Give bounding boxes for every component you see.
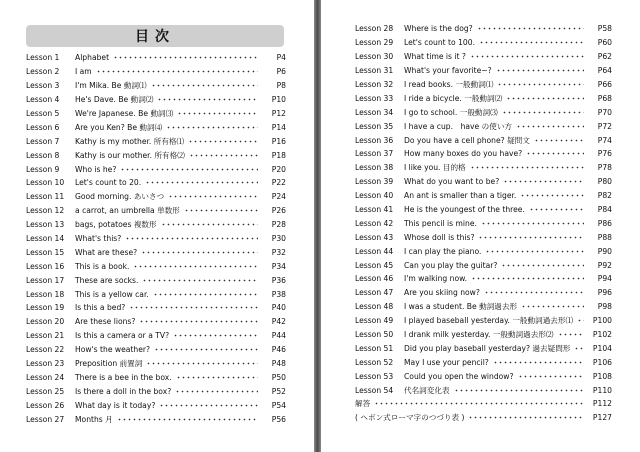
dot-leader xyxy=(502,109,584,116)
toc-entry[interactable] xyxy=(26,176,286,190)
lesson-number: Lesson 4 xyxy=(26,95,60,105)
page-number: P82 xyxy=(597,191,612,201)
lesson-number: Lesson 11 xyxy=(26,192,65,202)
page-number: P40 xyxy=(271,303,286,313)
page-number: P30 xyxy=(271,234,286,244)
lesson-topic: Let's count to 20. xyxy=(75,178,142,188)
toc-entry[interactable] xyxy=(355,175,612,189)
toc-entry[interactable] xyxy=(26,287,286,301)
dot-leader xyxy=(161,221,258,228)
page-number: P92 xyxy=(597,260,612,270)
page-number: P104 xyxy=(592,343,612,353)
toc-entry[interactable] xyxy=(26,93,286,107)
dot-leader xyxy=(141,249,258,256)
toc-entry[interactable] xyxy=(355,258,612,272)
dot-leader xyxy=(117,416,258,423)
lesson-topic: What's this? xyxy=(75,234,122,244)
toc-entry[interactable] xyxy=(26,384,286,398)
page-number: P106 xyxy=(592,357,612,367)
lesson-topic: This is a yellow car. xyxy=(75,289,149,299)
dot-leader xyxy=(479,39,584,46)
lesson-number: Lesson 31 xyxy=(355,66,394,76)
lesson-number: Lesson 13 xyxy=(26,220,65,230)
lesson-topic: This is a book. xyxy=(75,261,130,271)
page-number: P36 xyxy=(271,275,286,285)
dot-leader xyxy=(173,332,258,339)
dot-leader xyxy=(506,95,584,102)
dot-leader xyxy=(485,248,584,255)
lesson-number: Lesson 6 xyxy=(26,122,60,132)
lesson-number: Lesson 10 xyxy=(26,178,65,188)
lesson-number: Lesson 8 xyxy=(26,150,60,160)
page-number: P112 xyxy=(592,399,612,409)
lesson-topic: Kathy is my mother. 所有格⑴ xyxy=(75,136,185,146)
lesson-topic: Let's count to 100. xyxy=(404,38,475,48)
page-number: P58 xyxy=(597,24,612,34)
toc-entry[interactable] xyxy=(355,355,612,369)
toc-entry[interactable] xyxy=(26,398,286,412)
dot-leader xyxy=(496,67,584,74)
page-number: P102 xyxy=(592,330,612,340)
lesson-topic: How many boxes do you have? xyxy=(404,149,523,159)
lesson-topic: I have a cup. have の使い方 xyxy=(404,121,513,131)
dot-leader xyxy=(184,207,258,214)
lesson-number: Lesson 19 xyxy=(26,303,65,313)
lesson-topic: I am xyxy=(75,67,92,77)
lesson-topic: He's Dave. Be 動詞⑵ xyxy=(75,95,154,105)
toc-entry[interactable] xyxy=(355,272,612,286)
dot-leader xyxy=(151,82,258,89)
lesson-number: Lesson 24 xyxy=(26,372,65,382)
toc-entry[interactable] xyxy=(355,147,612,161)
page-number: P14 xyxy=(271,122,286,132)
lesson-number: Lesson 12 xyxy=(26,206,65,216)
toc-entry[interactable] xyxy=(26,148,286,162)
page-number: P6 xyxy=(276,67,286,77)
lesson-number: Lesson 39 xyxy=(355,177,394,187)
dot-leader xyxy=(125,235,258,242)
lesson-number: Lesson 27 xyxy=(26,414,65,424)
left-page xyxy=(0,0,314,452)
dot-leader xyxy=(534,137,584,144)
lesson-number: Lesson 35 xyxy=(355,121,394,131)
toc-entry[interactable] xyxy=(26,343,286,357)
dot-leader xyxy=(558,331,584,338)
lesson-number: Lesson 30 xyxy=(355,52,394,62)
lesson-topic: An ant is smaller than a tiger. xyxy=(404,191,517,201)
toc-list-right xyxy=(355,22,612,425)
page-number: P62 xyxy=(597,52,612,62)
page-number: P72 xyxy=(597,121,612,131)
page-number: P56 xyxy=(271,414,286,424)
lesson-number: Lesson 20 xyxy=(26,317,65,327)
lesson-number: Lesson 9 xyxy=(26,164,60,174)
lesson-topic: What do you want to be? xyxy=(404,177,500,187)
toc-entry[interactable] xyxy=(26,107,286,121)
dot-leader xyxy=(142,277,258,284)
lesson-number: Lesson 5 xyxy=(26,109,60,118)
dot-leader xyxy=(145,179,258,186)
dot-leader xyxy=(478,234,584,241)
toc-entry[interactable] xyxy=(26,79,286,93)
toc-entry[interactable] xyxy=(355,78,612,92)
lesson-number: Lesson 52 xyxy=(355,357,394,367)
dot-leader xyxy=(518,373,584,380)
lesson-topic: I can play the piano. xyxy=(404,246,482,256)
lesson-number: Lesson 2 xyxy=(26,67,60,77)
lesson-topic: What day is it today? xyxy=(75,400,156,410)
lesson-topic: I read books. 一般動詞⑴ xyxy=(404,80,494,89)
lesson-number: Lesson 26 xyxy=(26,400,65,410)
lesson-number: Lesson 53 xyxy=(355,371,394,381)
page-number: P76 xyxy=(597,149,612,159)
lesson-topic: I was a student. Be 動詞過去形 xyxy=(404,302,518,312)
page-number: P70 xyxy=(597,107,612,117)
page-number: P68 xyxy=(597,93,612,103)
lesson-number: Lesson 22 xyxy=(26,345,65,355)
page-number: P16 xyxy=(271,136,286,146)
page-number: P44 xyxy=(271,331,286,341)
dot-leader xyxy=(153,291,258,298)
toc-entry[interactable] xyxy=(355,244,612,258)
dot-leader xyxy=(454,387,584,394)
lesson-number: Lesson 1 xyxy=(26,53,60,63)
lesson-topic: We're Japanese. Be 動詞⑶ xyxy=(75,109,174,118)
dot-leader xyxy=(501,262,584,269)
toc-entry[interactable] xyxy=(26,120,286,134)
page-number: P42 xyxy=(271,317,286,327)
page-number: P66 xyxy=(597,80,612,89)
lesson-topic: Alphabet xyxy=(75,53,110,63)
dot-leader xyxy=(574,345,584,352)
toc-entry[interactable] xyxy=(355,64,612,78)
lesson-topic: How's the weather? xyxy=(75,345,151,355)
toc-entry[interactable] xyxy=(26,329,286,343)
page-number: P18 xyxy=(271,150,286,160)
lesson-number: Lesson 50 xyxy=(355,330,394,340)
lesson-number: Lesson 3 xyxy=(26,81,60,91)
lesson-number: Lesson 28 xyxy=(355,24,394,34)
lesson-topic: Kathy is our mother. 所有格⑵ xyxy=(75,150,185,160)
dot-leader xyxy=(471,275,584,282)
lesson-number: Lesson 32 xyxy=(355,80,394,89)
toc-entry[interactable] xyxy=(26,245,286,259)
page-number: P50 xyxy=(271,372,286,382)
page-number: P48 xyxy=(271,359,286,369)
toc-entry[interactable] xyxy=(355,230,612,244)
lesson-topic: Are these lions? xyxy=(75,317,136,327)
lesson-topic: Did you play baseball yesterday? 過去疑問形 xyxy=(404,343,571,353)
toc-entry[interactable] xyxy=(355,119,612,133)
lesson-number: Lesson 51 xyxy=(355,343,394,353)
dot-leader xyxy=(468,414,584,421)
lesson-topic: Could you open the window? xyxy=(404,371,514,381)
toc-entry[interactable] xyxy=(26,162,286,176)
page-number: P26 xyxy=(271,206,286,216)
lesson-number: Lesson 36 xyxy=(355,135,394,145)
dot-leader xyxy=(470,164,584,171)
lesson-topic: Is this a camera or a TV? xyxy=(75,331,170,341)
toc-entry[interactable] xyxy=(355,91,612,105)
page-number: P80 xyxy=(597,177,612,187)
toc-entry[interactable] xyxy=(355,105,612,119)
dot-leader xyxy=(493,359,584,366)
dot-leader xyxy=(176,374,258,381)
lesson-topic: There is a bee in the box. xyxy=(75,372,172,382)
lesson-topic: I'm Mika. Be 動詞⑴ xyxy=(75,81,147,91)
toc-entry[interactable] xyxy=(355,369,612,383)
dot-leader xyxy=(139,318,258,325)
lesson-number: Lesson 44 xyxy=(355,246,394,256)
toc-entry[interactable] xyxy=(26,134,286,148)
toc-entry[interactable] xyxy=(26,51,286,65)
page-number: P108 xyxy=(592,371,612,381)
lesson-number: Lesson 14 xyxy=(26,234,65,244)
dot-leader xyxy=(497,81,584,88)
dot-leader xyxy=(113,54,258,61)
toc-entry[interactable] xyxy=(355,383,612,397)
lesson-topic: Is this a bed? xyxy=(75,303,126,313)
lesson-number: Lesson 49 xyxy=(355,316,394,326)
lesson-number: Lesson 45 xyxy=(355,260,394,270)
lesson-topic: I'm walking now. xyxy=(404,274,468,284)
lesson-topic: I drank milk yesterday. 一般動詞過去形⑵ xyxy=(404,330,554,340)
page-number: P60 xyxy=(597,38,612,48)
page-number: P32 xyxy=(271,247,286,257)
toc-entry[interactable] xyxy=(26,232,286,246)
dot-leader xyxy=(577,317,584,324)
dot-leader xyxy=(159,402,258,409)
page-number: P90 xyxy=(597,246,612,256)
toc-entry[interactable] xyxy=(355,203,612,217)
toc-entry[interactable] xyxy=(26,65,286,79)
toc-entry[interactable] xyxy=(355,22,612,36)
lesson-number: Lesson 42 xyxy=(355,218,394,228)
toc-entry[interactable] xyxy=(355,216,612,230)
page-number: P64 xyxy=(597,66,612,76)
page-number: P12 xyxy=(271,109,286,118)
toc-entry[interactable] xyxy=(26,370,286,384)
dot-leader xyxy=(129,304,258,311)
dot-leader xyxy=(521,303,584,310)
dot-leader xyxy=(133,263,258,270)
page-number: P94 xyxy=(597,274,612,284)
toc-entry[interactable] xyxy=(355,341,612,355)
lesson-number: Lesson 43 xyxy=(355,232,394,242)
lesson-topic: What are these? xyxy=(75,247,138,257)
lesson-topic: ( ヘボン式ローマ字のつづり表 ) xyxy=(355,413,465,423)
page-number: P78 xyxy=(597,163,612,173)
toc-entry[interactable] xyxy=(355,314,612,328)
dot-leader xyxy=(177,110,258,117)
page-number: P24 xyxy=(271,192,286,202)
lesson-number: Lesson 34 xyxy=(355,107,394,117)
lesson-topic: bags, potatoes 複数形 xyxy=(75,220,157,230)
lesson-topic: I ride a bicycle. 一般動詞⑵ xyxy=(404,93,503,103)
lesson-topic: Are you skiing now? xyxy=(404,288,480,298)
book-gutter xyxy=(314,0,321,452)
lesson-topic: I go to school. 一般動詞⑶ xyxy=(404,107,498,117)
toc-entry[interactable] xyxy=(355,161,612,175)
page-number: P4 xyxy=(276,53,286,63)
lesson-topic: May I use your pencil? xyxy=(404,357,489,367)
dot-leader xyxy=(157,96,258,103)
lesson-number: Lesson 15 xyxy=(26,247,65,257)
page-number: P127 xyxy=(592,413,612,423)
toc-entry[interactable] xyxy=(26,259,286,273)
lesson-number: Lesson 54 xyxy=(355,385,394,395)
toc-list-left xyxy=(26,51,286,426)
toc-entry[interactable] xyxy=(26,301,286,315)
lesson-topic: What time is it ? xyxy=(404,52,466,62)
lesson-number: Lesson 33 xyxy=(355,93,394,103)
lesson-topic: He is the youngest of the three. xyxy=(404,205,525,215)
lesson-topic: a carrot, an umbrella 単数形 xyxy=(75,206,180,216)
dot-leader xyxy=(503,178,584,185)
page-number: P74 xyxy=(597,135,612,145)
lesson-number: Lesson 16 xyxy=(26,261,65,271)
dot-leader xyxy=(477,25,584,32)
toc-entry[interactable] xyxy=(355,328,612,342)
toc-entry[interactable] xyxy=(26,412,286,426)
lesson-number: Lesson 25 xyxy=(26,386,65,396)
dot-leader xyxy=(189,152,258,159)
page-number: P20 xyxy=(271,164,286,174)
dot-leader xyxy=(526,150,584,157)
page-number: P8 xyxy=(276,81,286,91)
lesson-topic: Are you Ken? Be 動詞⑷ xyxy=(75,122,163,132)
lesson-number: Lesson 47 xyxy=(355,288,394,298)
page-number: P28 xyxy=(271,220,286,230)
lesson-topic: I like you. 目的格 xyxy=(404,163,466,173)
toc-entry[interactable] xyxy=(355,36,612,50)
dot-leader xyxy=(529,206,584,213)
toc-entry[interactable] xyxy=(26,357,286,371)
page-number: P96 xyxy=(597,288,612,298)
lesson-number: Lesson 7 xyxy=(26,136,60,146)
toc-entry[interactable] xyxy=(355,286,612,300)
lesson-topic: Can you play the guitar? xyxy=(404,260,498,270)
page-number: P100 xyxy=(592,316,612,326)
page-number: P46 xyxy=(271,345,286,355)
dot-leader xyxy=(120,166,258,173)
lesson-number: Lesson 48 xyxy=(355,302,394,312)
lesson-topic: Whose doll is this? xyxy=(404,232,475,242)
toc-entry[interactable] xyxy=(26,218,286,232)
dot-leader xyxy=(154,346,258,353)
dot-leader xyxy=(481,220,584,227)
toc-entry[interactable] xyxy=(355,50,612,64)
lesson-number: Lesson 23 xyxy=(26,359,65,369)
lesson-topic: Do you have a cell phone? 疑問文 xyxy=(404,135,530,145)
page-number: P86 xyxy=(597,218,612,228)
dot-leader xyxy=(188,138,258,145)
dot-leader xyxy=(516,123,584,130)
dot-leader xyxy=(96,68,258,75)
page-number: P10 xyxy=(271,95,286,105)
lesson-number: Lesson 37 xyxy=(355,149,394,159)
lesson-topic: Where is the dog? xyxy=(404,24,473,34)
dot-leader xyxy=(146,360,258,367)
dot-leader xyxy=(520,192,584,199)
dot-leader xyxy=(484,289,584,296)
lesson-number: Lesson 41 xyxy=(355,205,394,215)
dot-leader xyxy=(374,400,584,407)
lesson-topic: Preposition 前置詞 xyxy=(75,359,143,369)
toc-extra-entry[interactable] xyxy=(355,411,612,425)
lesson-topic: What's your favorite~? xyxy=(404,66,492,76)
lesson-topic: Good morning. あいさつ xyxy=(75,192,165,202)
toc-entry[interactable] xyxy=(355,300,612,314)
lesson-topic: Who is he? xyxy=(75,164,117,174)
toc-entry[interactable] xyxy=(26,190,286,204)
page-number: P88 xyxy=(597,232,612,242)
lesson-number: Lesson 18 xyxy=(26,289,65,299)
lesson-topic: Is there a doll in the box? xyxy=(75,386,172,396)
page-number: P54 xyxy=(271,400,286,410)
lesson-number: Lesson 46 xyxy=(355,274,394,284)
lesson-number: Lesson 38 xyxy=(355,163,394,173)
toc-entry[interactable] xyxy=(26,273,286,287)
toc-extra-entry[interactable] xyxy=(355,397,612,411)
page-number: P84 xyxy=(597,205,612,215)
contents-title: 目次 xyxy=(26,25,284,47)
page-number: P98 xyxy=(597,302,612,312)
lesson-number: Lesson 29 xyxy=(355,38,394,48)
lesson-topic: 代名詞変化表 xyxy=(404,385,450,395)
lesson-topic: 解答 xyxy=(355,399,371,409)
lesson-topic: Months 月 xyxy=(75,414,113,424)
dot-leader xyxy=(175,388,258,395)
toc-entry[interactable] xyxy=(355,189,612,203)
dot-leader xyxy=(470,53,584,60)
toc-entry[interactable] xyxy=(26,204,286,218)
page-number: P38 xyxy=(271,289,286,299)
lesson-number: Lesson 17 xyxy=(26,275,65,285)
page-number: P110 xyxy=(592,385,612,395)
toc-entry[interactable] xyxy=(355,133,612,147)
lesson-topic: These are socks. xyxy=(75,275,139,285)
lesson-number: Lesson 40 xyxy=(355,191,394,201)
page-number: P22 xyxy=(271,178,286,188)
dot-leader xyxy=(168,193,258,200)
page-number: P34 xyxy=(271,261,286,271)
page-number: P52 xyxy=(271,386,286,396)
lesson-topic: I played baseball yesterday. 一般動詞過去形⑴ xyxy=(404,316,574,326)
toc-entry[interactable] xyxy=(26,315,286,329)
lesson-number: Lesson 21 xyxy=(26,331,65,341)
dot-leader xyxy=(166,124,258,131)
lesson-topic: This pencil is mine. xyxy=(404,218,477,228)
